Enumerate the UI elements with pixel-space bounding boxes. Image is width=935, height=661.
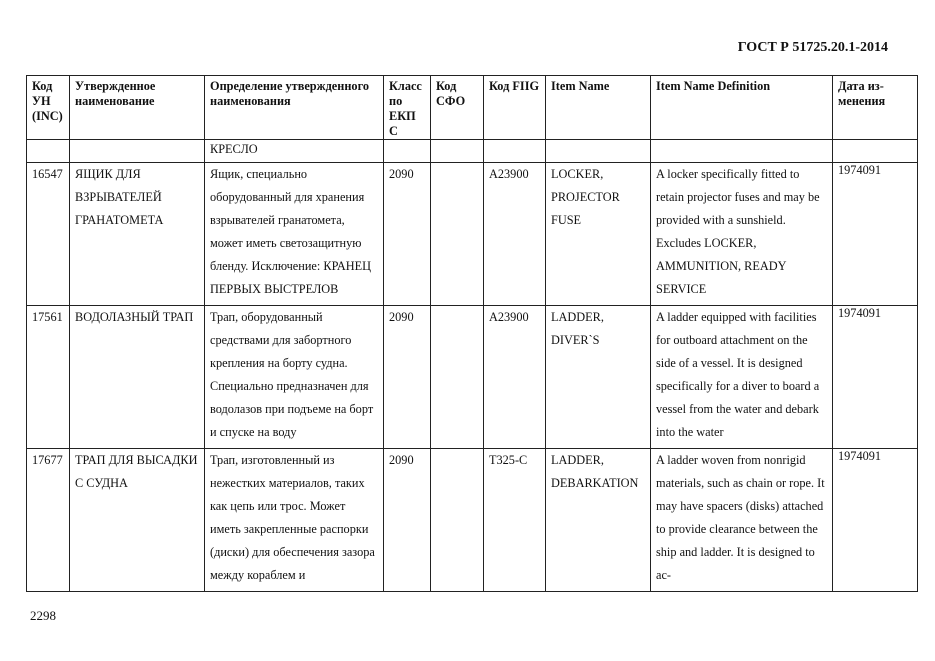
- change-date-value: 1974091: [838, 306, 882, 320]
- col-header-item-name: Item Name: [546, 76, 651, 140]
- cell-inc: 17561: [27, 306, 70, 449]
- change-date-value: 1974091: [838, 163, 882, 177]
- cell-approved-name: ЯЩИК ДЛЯ ВЗРЫВАТЕЛЕЙ ГРАНАТОМЕТА: [70, 163, 205, 306]
- table-header-row: [27, 76, 918, 140]
- cell-fiig: A23900: [484, 163, 546, 306]
- cell-item-name: LADDER, DEBARKATION: [546, 449, 651, 592]
- cell-sfo: [431, 163, 484, 306]
- table-row: [27, 163, 918, 306]
- col-header-change-date: Дата из-менения: [833, 76, 918, 140]
- cell-fiig: A23900: [484, 306, 546, 449]
- cell-approved-name: ТРАП ДЛЯ ВЫСАДКИ С СУДНА: [70, 449, 205, 592]
- col-header-class: Класс по ЕКП С: [384, 76, 431, 140]
- col-header-sfo: Код СФО: [431, 76, 484, 140]
- cell-class: 2090: [384, 163, 431, 306]
- col-header-item-definition: Item Name Definition: [651, 76, 833, 140]
- change-date-value: 1974091: [838, 449, 882, 463]
- cell-change-date: [833, 306, 918, 449]
- cell-definition: Трап, изготовленный из нежестких материалов, таких как цепь или трос. Может иметь закрепленные распорки (диски) для обеспечения зазора между кораблем и: [205, 449, 384, 592]
- cell-item-name: LOCKER, PROJECTOR FUSE: [546, 163, 651, 306]
- continuation-row: [27, 140, 918, 163]
- catalog-table: [26, 75, 918, 592]
- cell-fiig: T325-C: [484, 449, 546, 592]
- cell-item-definition: A locker specifically fitted to retain projector fuses and may be provided with a sunshield. Excludes LOCKER, AMMUNITION, READY SERVICE: [651, 163, 833, 306]
- cell-change-date: [833, 163, 918, 306]
- cell-item-definition: A ladder equipped with facilities for outboard attachment on the side of a vessel. It is designed specifically for a diver to board a vessel from the water and debark into the water: [651, 306, 833, 449]
- table-row: [27, 306, 918, 449]
- cell-change-date: [833, 449, 918, 592]
- continuation-text: КРЕСЛО: [205, 140, 384, 163]
- cell-item-name: LADDER, DIVER`S: [546, 306, 651, 449]
- cell-sfo: [431, 306, 484, 449]
- cell-definition: Ящик, специально оборудованный для хранения взрывателей гранатомета, может иметь светозащитную бленду. Исключение: КРАНЕЦ ПЕРВЫХ ВЫСТРЕЛОВ: [205, 163, 384, 306]
- document-standard-id: ГОСТ Р 51725.20.1-2014: [737, 40, 888, 55]
- col-header-definition: Определение утвержденного наименования: [205, 76, 384, 140]
- col-header-fiig: Код FIIG: [484, 76, 546, 140]
- cell-definition: Трап, оборудованный средствами для забортного крепления на борту судна. Специально предназначен для водолазов при подъеме на борт и спуске на воду: [205, 306, 384, 449]
- cell-class: 2090: [384, 306, 431, 449]
- table-row: [27, 449, 918, 592]
- page-number: 2298: [30, 608, 56, 623]
- col-header-approved-name: Утвержденное наименование: [70, 76, 205, 140]
- cell-class: 2090: [384, 449, 431, 592]
- cell-approved-name: ВОДОЛАЗНЫЙ ТРАП: [70, 306, 205, 449]
- col-header-inc: Код УН (INC): [27, 76, 70, 140]
- cell-inc: 16547: [27, 163, 70, 306]
- cell-sfo: [431, 449, 484, 592]
- cell-item-definition: A ladder woven from nonrigid materials, such as chain or rope. It may have spacers (disks) attached to provide clearance between the ship and ladder. It is designed to ac-: [651, 449, 833, 592]
- cell-inc: 17677: [27, 449, 70, 592]
